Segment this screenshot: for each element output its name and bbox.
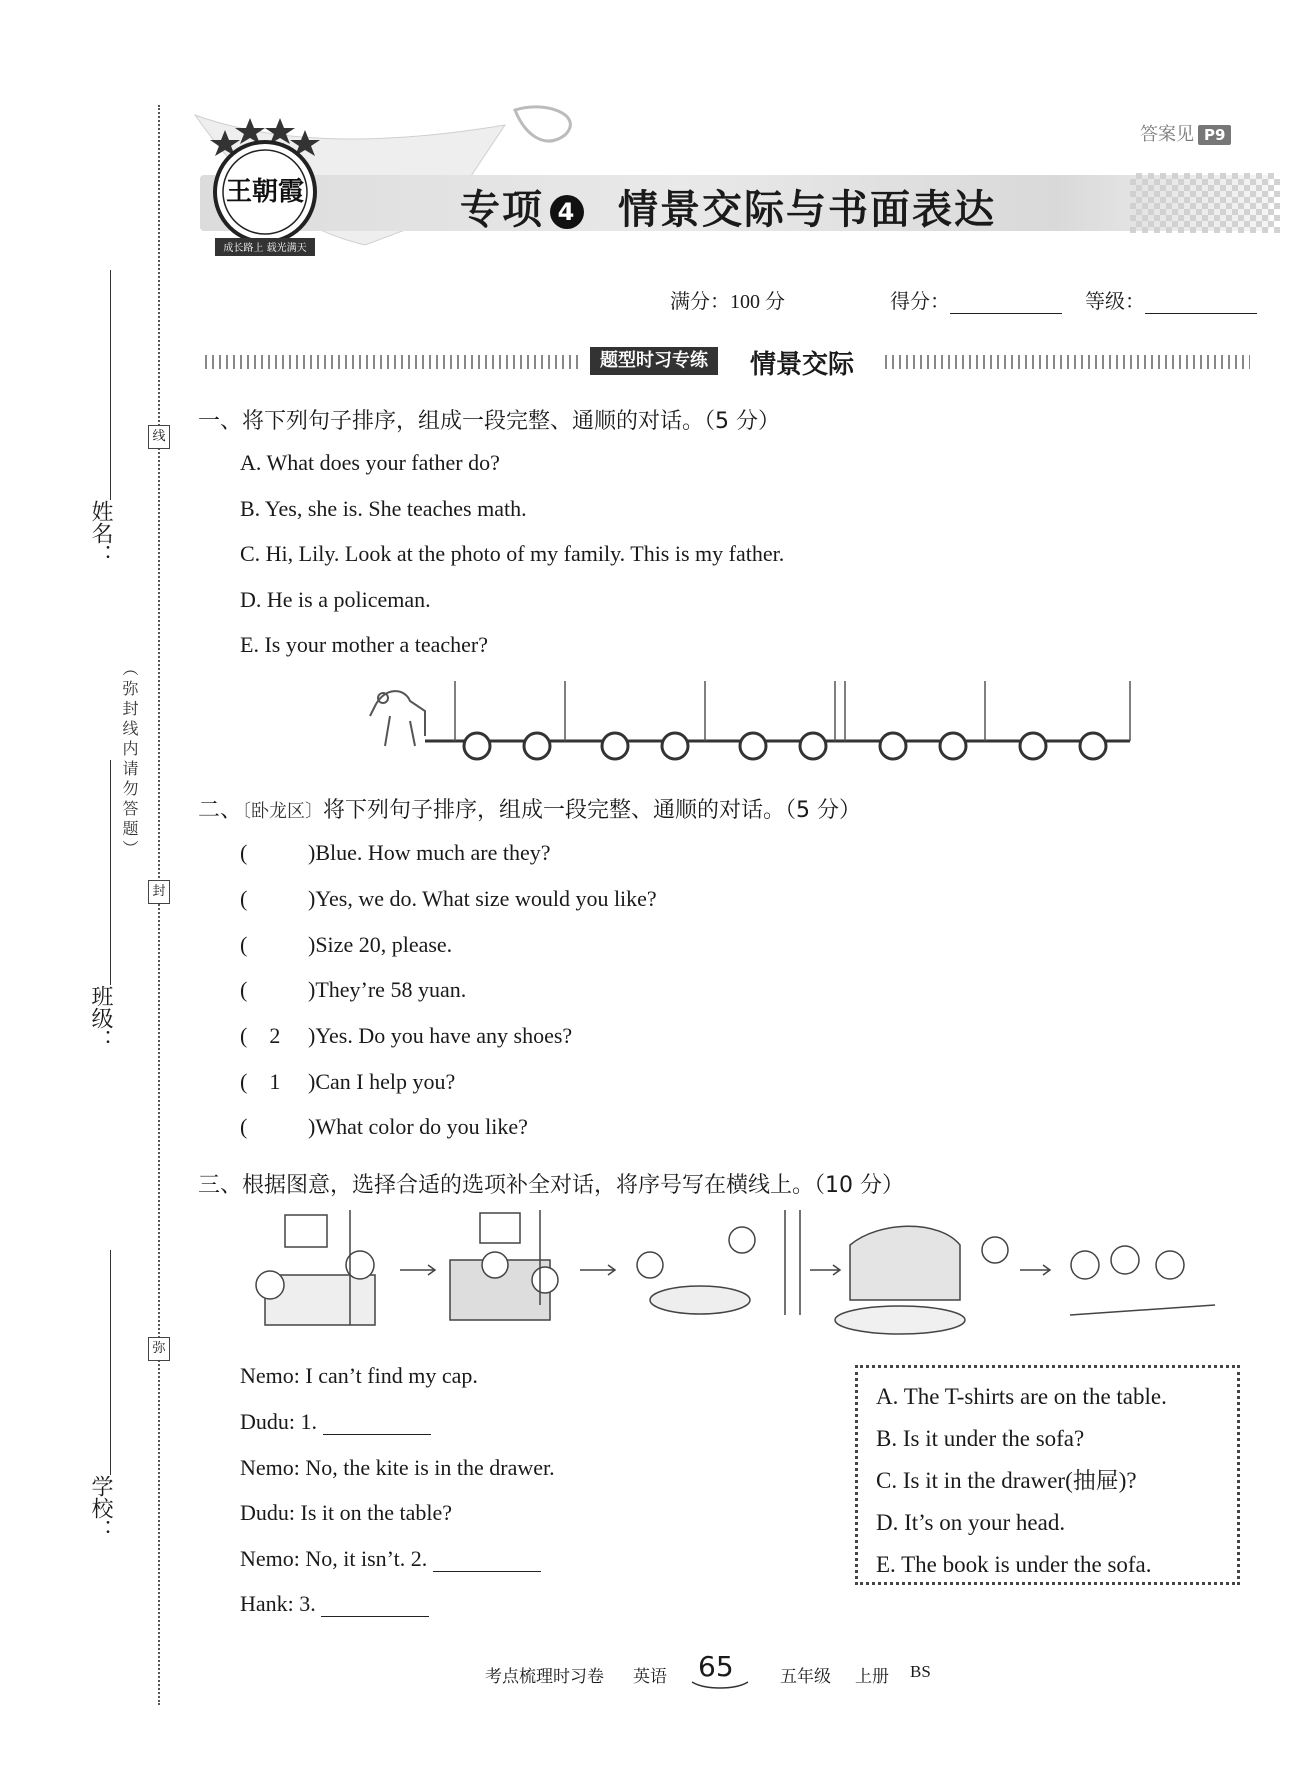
q3-option-c: C. Is it in the drawer(抽屉)?	[876, 1468, 1137, 1493]
q3-line-1: Nemo: I can’t find my cap.	[240, 1363, 478, 1388]
class-label: 班级：	[88, 985, 113, 1051]
q3-options-box	[855, 1365, 1240, 1585]
q2-answer-slot[interactable]: (	[240, 886, 248, 911]
child-icon	[256, 1271, 284, 1299]
q2-heading-text: 将下列句子排序，组成一段完整、通顺的对话。（5 分）	[323, 798, 862, 823]
logo-text: 王朝霞	[225, 177, 305, 207]
q3-line-2	[240, 1409, 431, 1435]
q2-item	[240, 977, 466, 1003]
full-score: 满分：100 分	[670, 291, 785, 313]
q2-item-text: )Yes, we do. What size would you like?	[308, 886, 657, 911]
class-field[interactable]	[110, 760, 111, 985]
answer-ref-label: 答案见	[1140, 124, 1194, 145]
q2-answer-slot[interactable]: (	[240, 932, 248, 957]
q2-item-text: )Size 20, please.	[308, 932, 453, 957]
q2-item-text: )They’re 58 yuan.	[308, 977, 467, 1002]
title-number: 4	[550, 195, 584, 229]
q2-heading	[198, 793, 861, 824]
score-field[interactable]	[890, 285, 1062, 314]
footer-grade: 五年级	[780, 1667, 831, 1686]
child-icon	[1111, 1246, 1139, 1274]
hatch-right	[885, 355, 1250, 369]
q3-blank-1[interactable]	[323, 1434, 431, 1435]
wheels	[464, 733, 1106, 759]
q2-district: 〔卧龙区〕	[242, 801, 324, 822]
q2-item-text: )Can I help you?	[308, 1069, 456, 1094]
section-tag: 题型时习专练	[590, 347, 718, 375]
child-icon	[1156, 1251, 1184, 1279]
arrow-icon	[400, 1265, 435, 1275]
q1-item-d: D. He is a policeman.	[240, 587, 431, 612]
grade-field[interactable]	[1085, 285, 1257, 314]
picture-frame-icon	[285, 1215, 327, 1247]
logo	[195, 110, 335, 260]
page-number-underline	[690, 1680, 750, 1692]
footer-subject: 英语	[633, 1667, 667, 1686]
q3-option-e: E. The book is under the sofa.	[876, 1552, 1152, 1577]
name-label: 姓名：	[88, 500, 113, 566]
seal-mark-feng: 封	[148, 880, 170, 904]
school-field[interactable]	[110, 1250, 111, 1475]
q1-heading: 一、将下列句子排序，组成一段完整、通顺的对话。（5 分）	[198, 409, 780, 434]
hatch-left	[205, 355, 580, 369]
q2-item-text: )Yes. Do you have any shoes?	[308, 1023, 573, 1048]
q3-line-3: Nemo: No, the kite is in the drawer.	[240, 1455, 555, 1480]
answer-page: P9	[1198, 125, 1231, 145]
q2-item-text: )What color do you like?	[308, 1114, 528, 1139]
banner-checker-pattern	[1130, 173, 1280, 233]
q2-item-text: )Blue. How much are they?	[308, 840, 551, 865]
horse-icon	[370, 691, 425, 746]
score-label: 得分：	[890, 289, 950, 313]
footer-series: 考点梳理时习卷	[485, 1667, 604, 1686]
q3-option-b: B. Is it under the sofa?	[876, 1426, 1085, 1451]
q3-line-4: Dudu: Is it on the table?	[240, 1500, 453, 1525]
table-icon	[650, 1286, 750, 1314]
logo-tagline: 成长路上 载光满天	[223, 243, 307, 254]
q1-item-b: B. Yes, she is. She teaches math.	[240, 496, 527, 521]
q2-item	[240, 1114, 528, 1140]
page-title	[460, 178, 996, 235]
q2-answer-slot[interactable]: ( 1	[240, 1069, 281, 1094]
footer-volume: 上册	[855, 1667, 889, 1686]
answer-reference	[1140, 120, 1231, 146]
sofa-icon	[850, 1226, 960, 1300]
title-main: 情景交际与书面表达	[618, 187, 996, 233]
child-icon	[982, 1237, 1008, 1263]
q3-line-2-text: Dudu: 1.	[240, 1409, 317, 1434]
q3-option-d: D. It’s on your head.	[876, 1510, 1066, 1535]
child-icon	[729, 1227, 755, 1253]
q2-answer-slot[interactable]: (	[240, 840, 248, 865]
q2-item	[240, 1023, 572, 1049]
q3-line-6-text: Hank: 3.	[240, 1591, 316, 1616]
arrow-icon	[580, 1265, 615, 1275]
seal-mark-mi: 弥	[148, 1337, 170, 1361]
child-icon	[532, 1267, 558, 1293]
q2-item	[240, 1069, 455, 1095]
seal-note: （弥封线内请勿答题）	[120, 660, 139, 860]
q3-line-6	[240, 1591, 429, 1617]
q2-item	[240, 932, 452, 958]
grade-label: 等级：	[1085, 289, 1145, 313]
binding-dotted-line	[158, 105, 160, 1705]
q3-option-a: A. The T-shirts are on the table.	[876, 1384, 1167, 1409]
q3-line-5	[240, 1546, 541, 1572]
child-icon	[637, 1252, 663, 1278]
q2-answer-slot[interactable]: ( 2	[240, 1023, 281, 1048]
arrow-icon	[810, 1265, 840, 1275]
q3-blank-3[interactable]	[321, 1616, 429, 1617]
seal-mark-line: 线	[148, 425, 170, 449]
q3-heading: 三、根据图意，选择合适的选项补全对话，将序号写在横线上。（10 分）	[198, 1173, 904, 1198]
q3-line-5-text: Nemo: No, it isn’t. 2.	[240, 1546, 428, 1571]
footer-edition: BS	[910, 1662, 931, 1681]
q2-prefix: 二、	[198, 798, 243, 823]
q1-item-c: C. Hi, Lily. Look at the photo of my family. This is my father.	[240, 541, 785, 566]
answer-train	[365, 676, 1135, 761]
page-number: 65	[698, 1650, 734, 1683]
q2-answer-slot[interactable]: (	[240, 977, 248, 1002]
arrow-icon	[1020, 1265, 1050, 1275]
child-icon	[482, 1252, 508, 1278]
name-field[interactable]	[110, 270, 111, 500]
q2-item	[240, 840, 551, 866]
q3-blank-2[interactable]	[433, 1571, 541, 1572]
section-title: 情景交际	[750, 350, 855, 380]
school-label: 学校：	[88, 1475, 113, 1541]
q2-item	[240, 886, 657, 912]
title-prefix: 专项	[460, 187, 544, 233]
q1-item-e: E. Is your mother a teacher?	[240, 632, 488, 657]
child-icon	[1071, 1251, 1099, 1279]
q3-scene-illustrations	[240, 1205, 1220, 1335]
q1-item-a: A. What does your father do?	[240, 450, 500, 475]
q2-answer-slot[interactable]: (	[240, 1114, 248, 1139]
picture-frame-icon	[480, 1213, 520, 1243]
